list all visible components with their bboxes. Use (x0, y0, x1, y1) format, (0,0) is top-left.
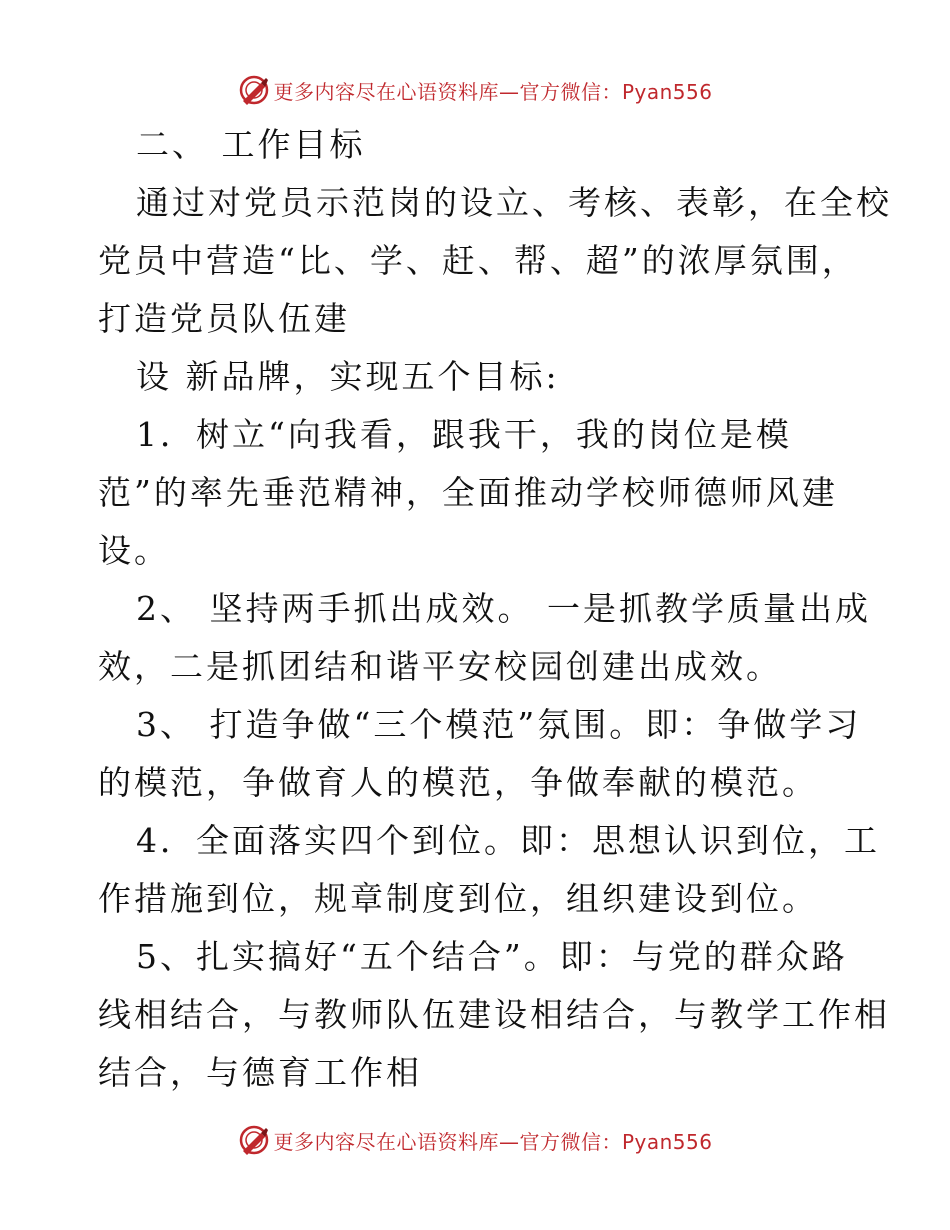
paragraph-line: 结合，与德育工作相 (98, 1053, 422, 1092)
list-item-2: 2、 坚持两手抓出成效。 一是抓教学质量出成 (136, 589, 871, 628)
list-item-1: 1．树立“向我看，跟我干，我的岗位是模 (136, 415, 792, 454)
list-item-4: 4．全面落实四个到位。即：思想认识到位，工 (136, 821, 880, 860)
paragraph-line: 通过对党员示范岗的设立、考核、表彰，在全校 (136, 183, 892, 222)
paragraph-line: 作措施到位，规章制度到位，组织建设到位。 (98, 879, 818, 918)
watermark-text: 更多内容尽在心语资料库—官方微信：Pyan556 (273, 1129, 713, 1154)
footer-watermark-banner (0, 1120, 950, 1160)
section-heading: 二、 工作目标 (136, 125, 366, 164)
paragraph-line: 打造党员队伍建 (98, 299, 350, 338)
header-watermark-banner (0, 70, 950, 110)
paragraph-line: 党员中营造“比、学、赶、帮、超”的浓厚氛围， (98, 241, 858, 280)
paragraph-line: 设。 (98, 531, 170, 570)
paragraph-line: 效，二是抓团结和谐平安校园创建出成效。 (98, 647, 782, 686)
pen-logo-icon (237, 1123, 271, 1157)
watermark-text: 更多内容尽在心语资料库—官方微信：Pyan556 (273, 79, 713, 104)
paragraph-line: 线相结合，与教师队伍建设相结合，与教学工作相 (98, 995, 890, 1034)
paragraph-line: 的模范，争做育人的模范，争做奉献的模范。 (98, 763, 818, 802)
paragraph-line: 范”的率先垂范精神，全面推动学校师德师风建 (98, 473, 838, 512)
list-item-3: 3、 打造争做“三个模范”氛围。即：争做学习 (136, 705, 862, 744)
paragraph-line: 设 新品牌，实现五个目标: (136, 357, 560, 396)
list-item-5: 5、扎实搞好“五个结合”。即：与党的群众路 (136, 937, 848, 976)
document-body (98, 116, 892, 1102)
pen-logo-icon (237, 73, 271, 107)
